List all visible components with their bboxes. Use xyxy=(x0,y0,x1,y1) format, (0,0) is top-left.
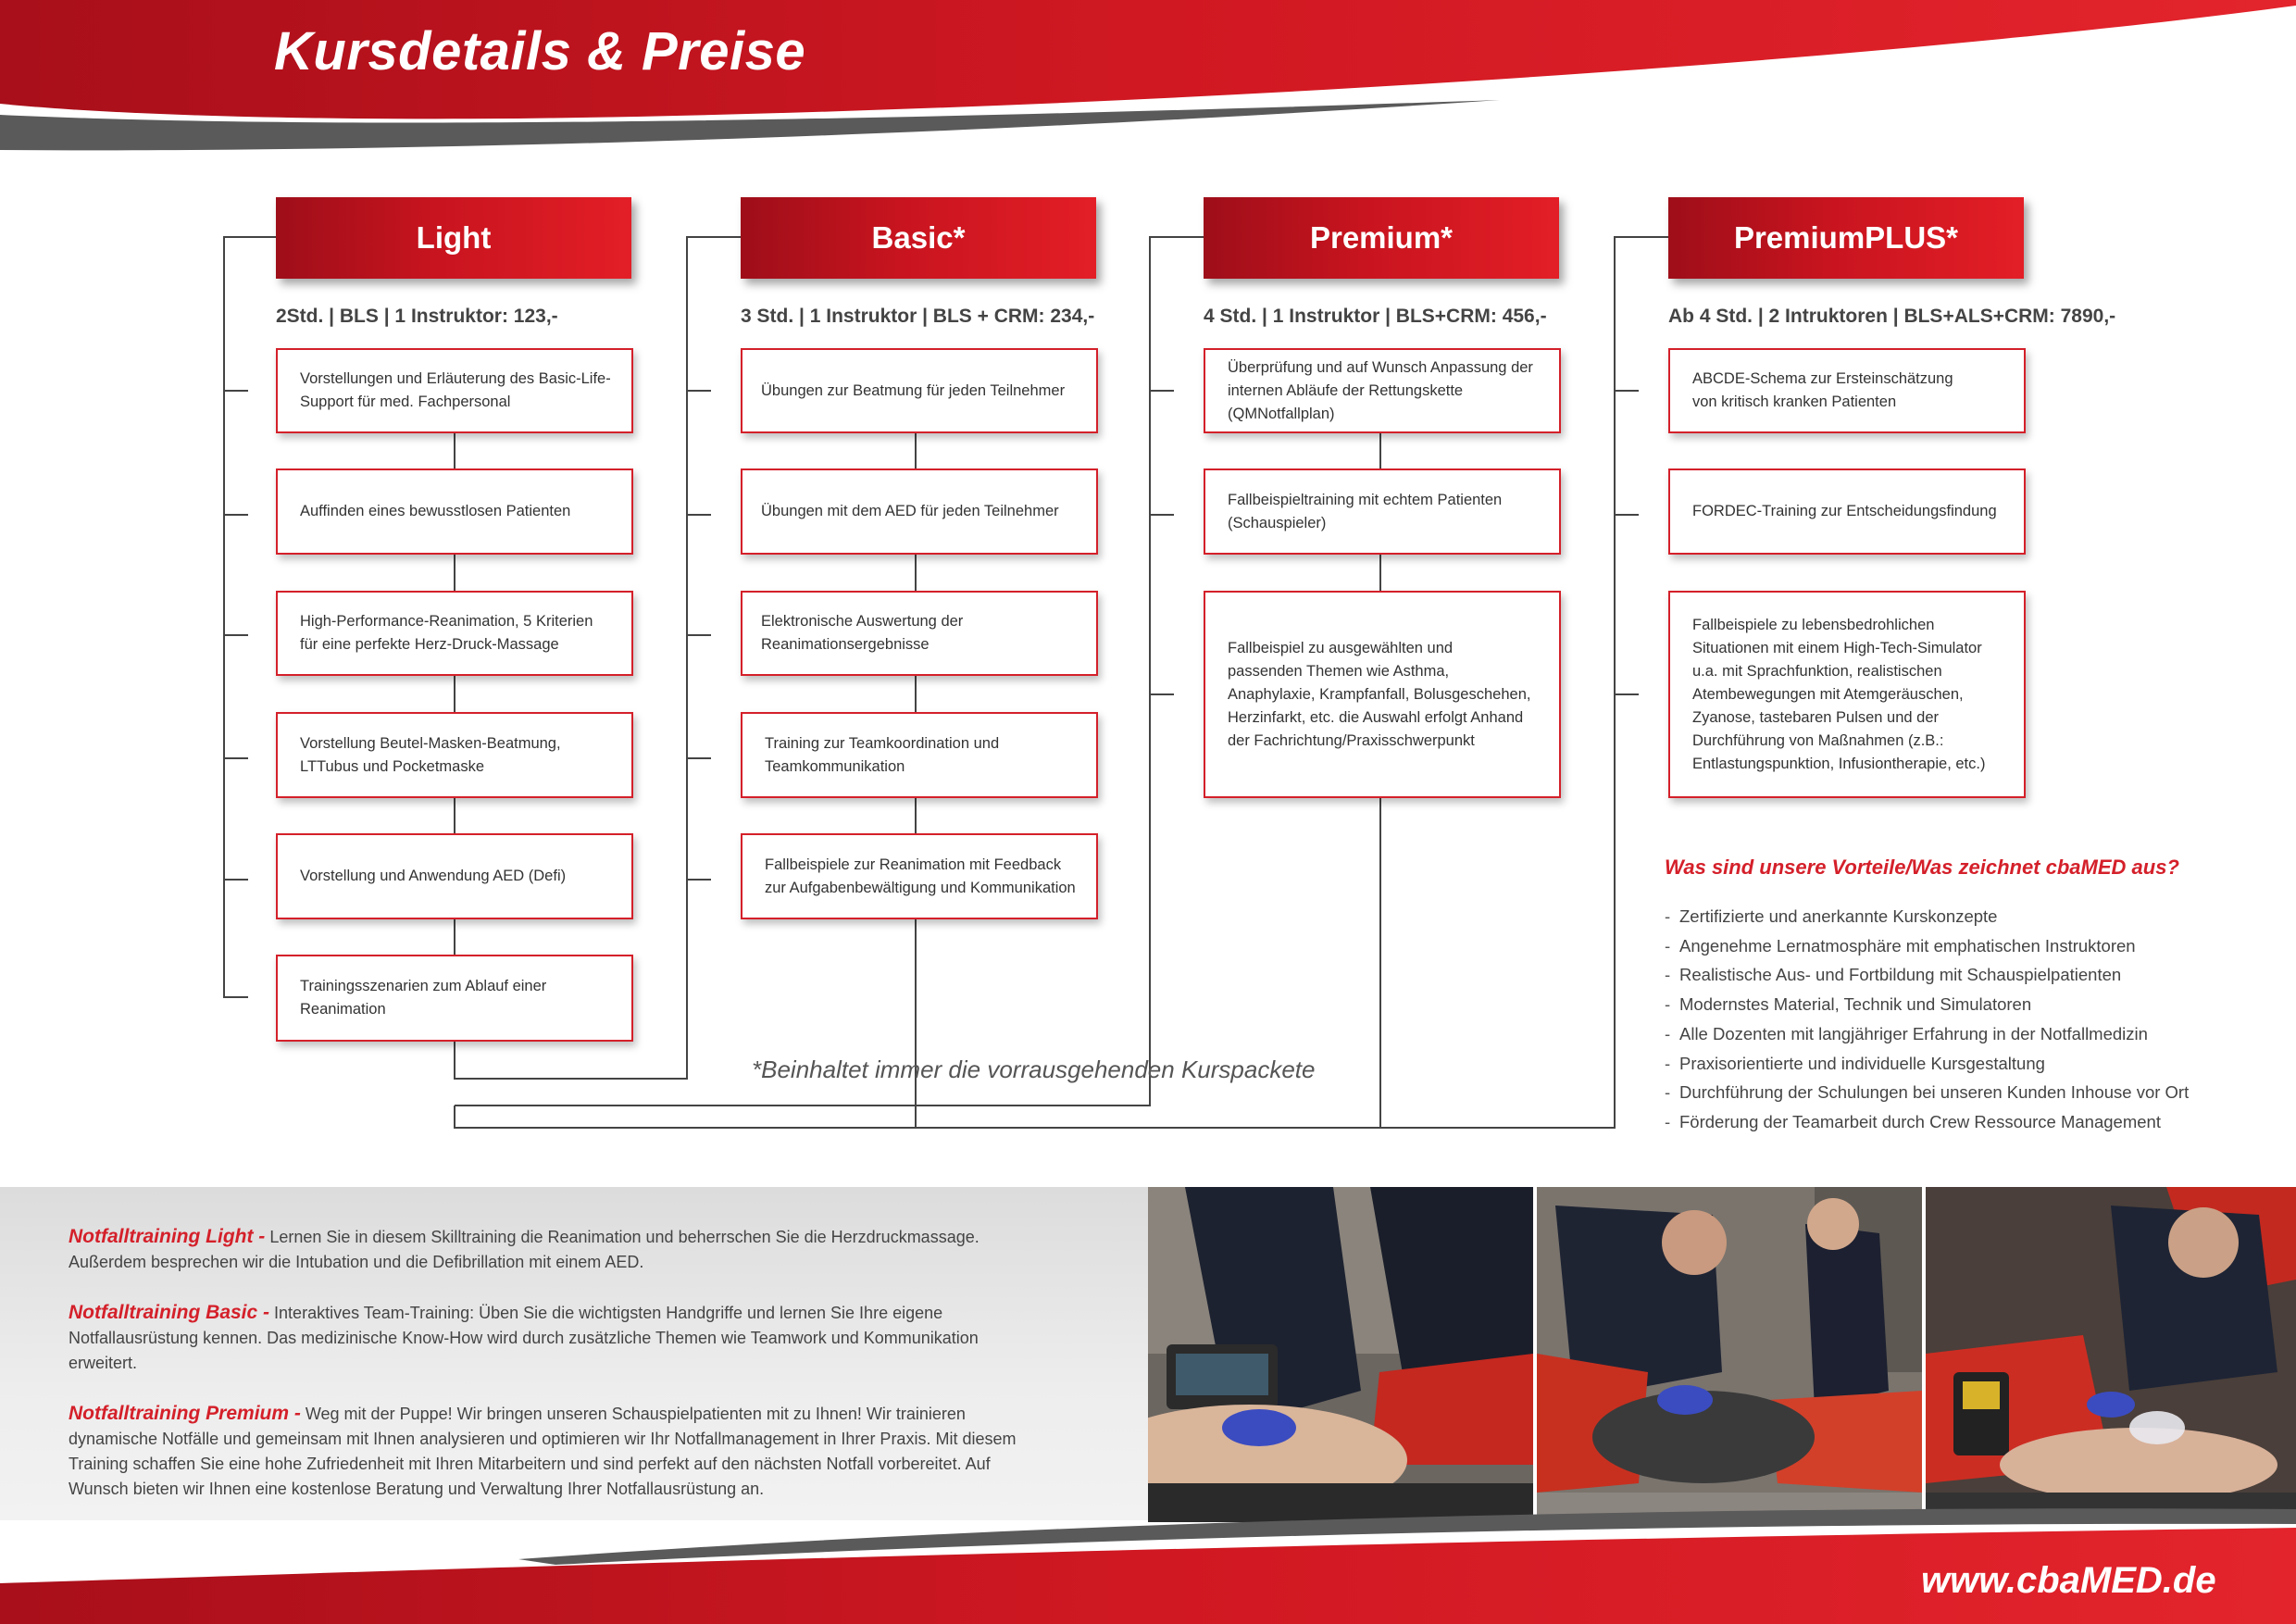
simulator-training-photo xyxy=(1926,1187,2296,1522)
tier-header-light: Light xyxy=(276,197,631,279)
feature-box: Vorstellung Beutel-Masken-Beatmung, LTTubus und Pocketmaske xyxy=(276,712,633,798)
advantage-item: - Angenehme Lernatmosphäre mit emphatischen Instruktoren xyxy=(1665,931,2276,961)
description-basic xyxy=(69,1300,1050,1376)
feature-box: Übungen mit dem AED für jeden Teilnehmer xyxy=(741,468,1098,555)
advantage-item: - Durchführung der Schulungen bei unseren Kunden Inhouse vor Ort xyxy=(1665,1078,2276,1107)
tier-header-premiumplus: PremiumPLUS* xyxy=(1668,197,2024,279)
feature-box: Überprüfung und auf Wunsch Anpassung der internen Abläufe der Rettungskette (QMNotfallplan) xyxy=(1204,348,1561,433)
feature-box: Vorstellungen und Erläuterung des Basic-Life-Support für med. Fachpersonal xyxy=(276,348,633,433)
feature-box: FORDEC-Training zur Entscheidungsfindung xyxy=(1668,468,2026,555)
feature-box: Trainingsszenarien zum Ablauf einer Reanimation xyxy=(276,955,633,1042)
description-title: Notfalltraining Light - xyxy=(69,1226,266,1247)
description-text: Interaktives Team-Training: Üben Sie die wichtigsten Handgriffe und lernen Sie Ihre eigene Notfallausrüstung kennen. Das medizinische Know-How wird durch zusätzliche Themen wie Teamwork und Kommunikation erweitert. xyxy=(69,1304,979,1372)
feature-box: ABCDE-Schema zur Ersteinschätzung von kritisch kranken Patienten xyxy=(1668,348,2026,433)
feature-box: Auffinden eines bewusstlosen Patienten xyxy=(276,468,633,555)
tier-header-premium: Premium* xyxy=(1204,197,1559,279)
feature-box: Fallbeispiele zu lebensbedrohlichen Situationen mit einem High-Tech-Simulator u.a. mit Sprachfunktion, realistischen Atembewegungen mit Atemgeräuschen, Zyanose, tastebaren Pulsen und der Durchführung von Maßnahmen (z.B.: Entlastungspunktion, Infusiontherapie, etc.) xyxy=(1668,591,2026,798)
description-text: Lernen Sie in diesem Skilltraining die Reanimation und beherrschen Sie die Herzdruckmassage. Außerdem besprechen wir die Intubation und die Defibrillation mit einem AED. xyxy=(69,1228,980,1271)
advantages-list xyxy=(1665,902,2276,1137)
description-title: Notfalltraining Premium - xyxy=(69,1403,301,1424)
description-title: Notfalltraining Basic - xyxy=(69,1302,270,1323)
feature-box: Übungen zur Beatmung für jeden Teilnehmer xyxy=(741,348,1098,433)
description-light xyxy=(69,1224,1050,1275)
feature-box: Training zur Teamkoordination und Teamkommunikation xyxy=(741,712,1098,798)
advantage-item: - Praxisorientierte und individuelle Kursgestaltung xyxy=(1665,1049,2276,1079)
feature-box: Vorstellung und Anwendung AED (Defi) xyxy=(276,833,633,919)
feature-box: Fallbeispiele zur Reanimation mit Feedback zur Aufgabenbewältigung und Kommunikation xyxy=(741,833,1098,919)
advantage-item: - Alle Dozenten mit langjähriger Erfahrung in der Notfallmedizin xyxy=(1665,1019,2276,1049)
page-title: Kursdetails & Preise xyxy=(274,21,806,81)
advantage-item: - Zertifizierte und anerkannte Kurskonzepte xyxy=(1665,902,2276,931)
feature-box: High-Performance-Reanimation, 5 Kriterien für eine perfekte Herz-Druck-Massage xyxy=(276,591,633,676)
feature-box: Elektronische Auswertung der Reanimationsergebnisse xyxy=(741,591,1098,676)
description-text: Weg mit der Puppe! Wir bringen unseren Schauspielpatienten mit zu Ihnen! Wir trainieren dynamische Notfälle und gemeinsam mit Ihnen analysieren und optimieren wir Ihr Notfallmanagement in Ihrer Praxis. Mit diesem Training schaffen Sie eine hohe Zufriedenheit mit Ihren Mitarbeitern und sind perfekt auf den nächsten Notfall vorbereitet. Auf Wunsch bieten wir Ihnen eine kostenlose Beratung und Verwaltung Ihrer Notfallausrüstung an. xyxy=(69,1405,1017,1498)
advantage-item: - Modernstes Material, Technik und Simulatoren xyxy=(1665,990,2276,1019)
advantages-title: Was sind unsere Vorteile/Was zeichnet cbaMED aus? xyxy=(1665,856,2179,879)
feature-box: Fallbeispiel zu ausgewählten und passenden Themen wie Asthma, Anaphylaxie, Krampfanfall, Bolusgeschehen, Herzinfarkt, etc. die Auswahl erfolgt Anhand der Fachrichtung/Praxisschwerpunkt xyxy=(1204,591,1561,798)
tier-price-premium: 4 Std. | 1 Instruktor | BLS+CRM: 456,- xyxy=(1204,306,1547,327)
website-link[interactable]: www.cbaMED.de xyxy=(1921,1560,2216,1601)
feature-box: Fallbeispieltraining mit echtem Patienten (Schauspieler) xyxy=(1204,468,1561,555)
footer-band xyxy=(0,1481,2296,1624)
tier-price-light: 2Std. | BLS | 1 Instruktor: 123,- xyxy=(276,306,558,327)
advantage-item: - Realistische Aus- und Fortbildung mit Schauspielpatienten xyxy=(1665,960,2276,990)
tier-price-basic: 3 Std. | 1 Instruktor | BLS + CRM: 234,- xyxy=(741,306,1095,327)
tier-header-basic: Basic* xyxy=(741,197,1096,279)
cpr-training-photo xyxy=(1148,1187,1533,1522)
tier-price-premiumplus: Ab 4 Std. | 2 Intruktoren | BLS+ALS+CRM: 7890,- xyxy=(1668,306,2116,327)
advantage-item: - Förderung der Teamarbeit durch Crew Ressource Management xyxy=(1665,1107,2276,1137)
footnote: *Beinhaltet immer die vorrausgehenden Kurspackete xyxy=(752,1056,1316,1083)
team-training-photo xyxy=(1537,1187,1922,1522)
